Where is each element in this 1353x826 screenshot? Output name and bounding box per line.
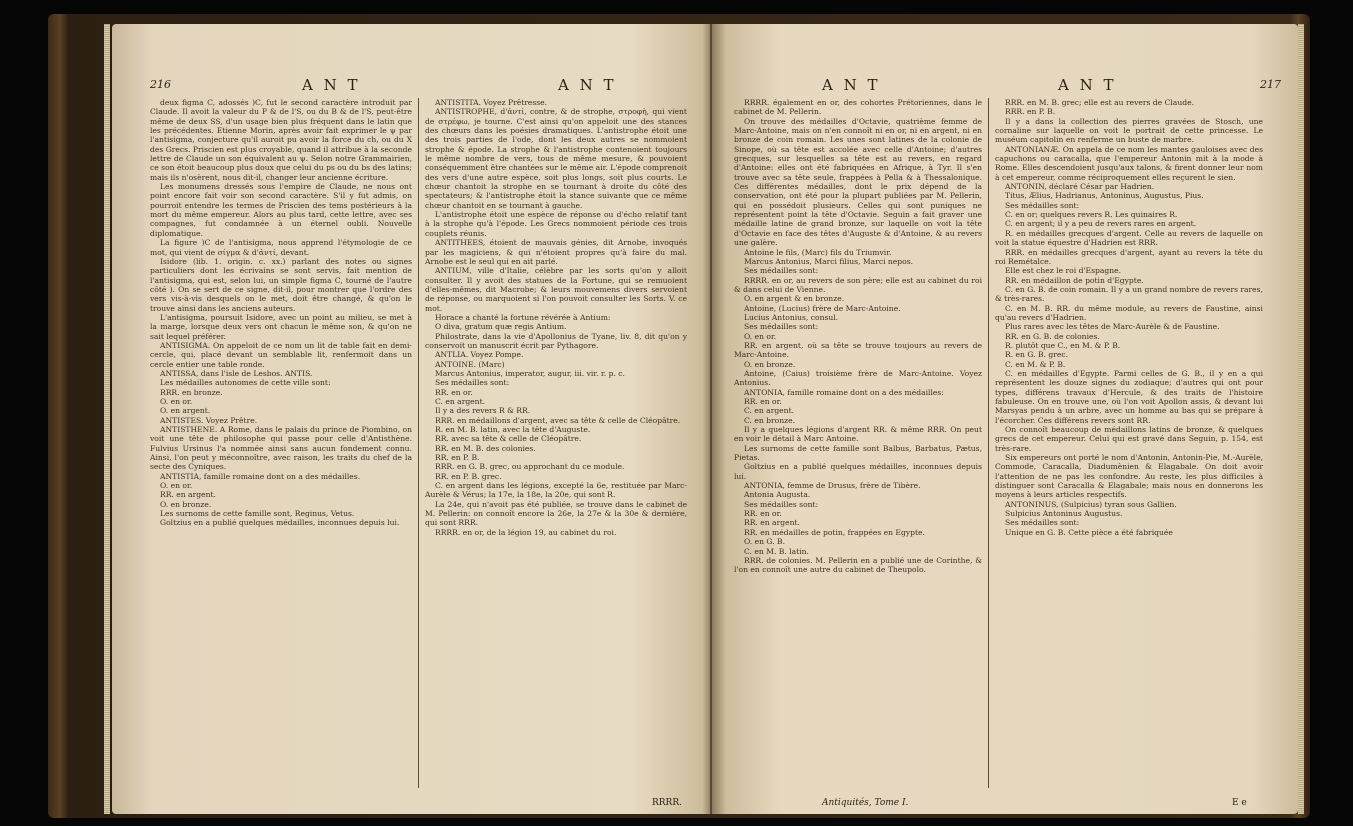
paragraph: R. plutôt que C., en M. & P. B. (1005, 340, 1121, 350)
left-page (112, 24, 712, 814)
paragraph: Plus rares avec les têtes de Marc-Aurèle & de Faustine. (1005, 322, 1220, 332)
paragraph: Ses médailles sont: (744, 499, 819, 509)
paragraph: Ses médailles sont: (1005, 200, 1080, 210)
paragraph: C. en M. B. RR. du même module, au revers de Faustine, ainsi qu'au revers d'Hadrien. (995, 303, 1263, 322)
right-catchword: E e (1232, 798, 1247, 808)
paragraph: RR. en or. (744, 509, 782, 519)
paragraph: RRR. en bronze. (160, 387, 223, 397)
paragraph: ANTIUM, ville d'Italie, célèbre par les sorts qu'on y alloit consulter. Il y avoit des statues de la Fortune, qui se remuoient d'elles-mêmes, dit Macrobe; & leurs mouvemens divers servoient de réponse, ou marquoient si l'on pouvoit consulter les Sorts. V. ce mot. (425, 266, 687, 313)
paragraph: O. en or. (744, 331, 777, 341)
right-column-1 (734, 98, 982, 798)
left-column-1 (150, 98, 412, 798)
paragraph: Ses médailles sont: (435, 378, 510, 388)
paragraph: Marcus Antonius, imperator, augur, iii. vir. r. p. c. (435, 368, 625, 378)
left-page-edges (104, 24, 110, 814)
paragraph: ANTISTES. Voyez Prêtre. (160, 415, 258, 425)
paragraph: ANTITHEES, étoient de mauvais génies, dit Arnobe, invoqués par les magiciens, & qui n'étoient propres qu'à faire du mal. Arnobe est le seul qui en ait parlé. (425, 238, 687, 266)
paragraph: ANTISIGMA. On appeloit de ce nom un lit de table fait en demi-cercle, qui, placé devant un semblable lit, renfermoit dans un cercle entier une table ronde. (150, 340, 412, 369)
paragraph: Il y a des revers R & RR. (435, 406, 531, 416)
paragraph: O. en or. (160, 397, 193, 406)
right-column-2 (995, 98, 1263, 798)
paragraph: Lucius Antonius, consul. (744, 312, 839, 322)
paragraph: O. en G. B. (744, 537, 786, 547)
paragraph: C. en argent dans les légions, excepté la 6e, restituée par Marc-Aurèle & Vérus; la 17e, la 18e, la 20e, qui sont R. (425, 481, 687, 500)
paragraph: Goltzius en a publié quelques médailles, inconnues depuis lui. (160, 518, 400, 528)
paragraph: Antoine, (Caius) troisième frère de Marc-Antoine. Voyez Antonius. (734, 368, 982, 388)
paragraph: Goltzius en a publié quelques médailles, inconnues depuis lui. (734, 462, 982, 481)
paragraph: Titus, Ælius, Hadrianus, Antoninus, Augustus, Pius. (1005, 191, 1204, 201)
paragraph: Ses médailles sont: (744, 322, 819, 332)
paragraph: L'antisigma, poursuit Isidore, avec un point au milieu, se met à la marge, lorsque deux vers ont chacun le même son, & qu'on ne sait lequel préférer. (150, 312, 412, 341)
paragraph: O. en bronze. (744, 359, 796, 369)
paragraph: RR. en argent, où sa tête se trouve toujours au revers de Marc-Antoine. (734, 340, 982, 360)
paragraph: RR. avec sa tête & celle de Cléopâtre. (435, 434, 582, 444)
book-spread (48, 14, 1310, 818)
paragraph: RR. en G. B. de colonies. (1005, 331, 1100, 341)
paragraph: On connoît beaucoup de médaillons latins de bronze, & quelques grecs de cet empereur. Celui qui est gravé dans Seguin, p. 154, est très-rare. (995, 425, 1263, 453)
paragraph: Antoine, (Lucius) frère de Marc-Antoine. (744, 303, 901, 313)
paragraph: RRR. en P. B. (1005, 107, 1056, 117)
right-page-number: 217 (1260, 78, 1281, 91)
paragraph: C. en or; quelques revers R. Les quinaires R. (1005, 210, 1178, 220)
paragraph: Isidore (lib. 1. origin. c. xx.) parlant des notes ou signes particuliers dont les écrivains se sont servis, fait mention de l'antisigma, qui est, selon lui, un simple figma C, tourné de l'autre côté ). On se sert de ce signe, dit-il, pour montrer que l'ordre des vers vis-à-vis desquels on le met, doit être changé, & qu'on le trouve ainsi dans les anciens auteurs. (150, 256, 412, 313)
paragraph: Les surnoms de cette famille sont, Reginus, Vetus. (160, 509, 355, 519)
column-rule (988, 98, 989, 788)
paragraph: Il y a quelques légions d'argent RR. & même RRR. On peut en voir le détail à Marc Antoine. (734, 425, 982, 444)
paragraph: On trouve des médailles d'Octavie, quatrième femme de Marc-Antoine, mais on n'en connoît ni en or, ni en argent, ni en bronze de coin romain. Les unes sont latines de la colonie de Sinope, où sa tête est accolée avec celle d'Antoine; d'autres grecques, sur lesquelles sa tête est au revers, en regard d'Antoine: elles ont été fabriquées en Afrique, à Tyr. Il s'en trouve avec sa tête seule, frappées à Pella & à Thessalonique. Ces différentes médailles, dont le prix dépend de la conservation, ont été pour la plupart publiées par M. Pellerin, qui en possédoit plusieurs. Celles qui sont puniques ne représentent point la tête d'Octavie. Seguin a fait graver une médaille latine de grand bronze, sur laquelle on voit la tête d'Octavie en face des têtes d'Auguste & d'Antoine, & au revers une galère. (734, 116, 982, 248)
paragraph: RRRR. également en or, des cohortes Prétoriennes, dans le cabinet de M. Pellerin. (734, 98, 982, 117)
paragraph: C. en argent. (744, 406, 795, 416)
left-page-number: 216 (150, 78, 171, 91)
left-catchword: RRRR. (652, 798, 682, 808)
paragraph: ANTISTHENE. A Rome, dans le palais du prince de Piombino, on voit une tête de philosophe qui passe pour celle d'Antisthène. Fulvius Ursinus l'a nommée ainsi sans aucun fondement connu. Ainsi, l'on peut y méconnoître, avec raison, les traits du chef de la secte des Cyniques. (150, 425, 412, 472)
paragraph: O. en bronze. (160, 499, 212, 509)
paragraph: RR. en argent. (744, 518, 800, 528)
column-rule (418, 98, 419, 788)
right-header-left: A N T (822, 76, 881, 94)
paragraph: O. en argent & en bronze. (744, 294, 845, 304)
paragraph: Ses médailles sont: (1005, 518, 1080, 528)
paragraph: R. en M. B. latin, avec la tête d'Auguste. (435, 425, 591, 435)
paragraph: La 24e, qui n'avoit pas été publiée, se trouve dans le cabinet de M. Pellerin: on connoît encore la 26e, la 27e & la 30e & dernière, qui sont RRR. (425, 499, 687, 528)
paragraph: ANTISTIA, famille romaine dont on a des médailles. (160, 471, 361, 481)
paragraph: RRRR. en or, de la légion 19, au cabinet du roi. (435, 527, 617, 537)
paragraph: C. en argent; il y a peu de revers rares en argent. (1005, 219, 1197, 229)
paragraph: RR. en médailles de potin, frappées en Egypte. (744, 527, 925, 537)
paragraph: ANTONIN, déclaré César par Hadrien. (1005, 182, 1155, 192)
paragraph: O. en argent. (160, 406, 211, 416)
paragraph: La figure )C de l'antisigma, nous apprend l'étymologie de ce mot, qui vient de σίγμα & d'ἀντί, devant. (150, 238, 412, 257)
paragraph: O diva, gratum quæ regis Antium. (435, 322, 567, 332)
paragraph: RRR. en G. B. grec, ou approchant du ce module. (435, 462, 625, 472)
paragraph: RR. en or. (744, 397, 782, 406)
paragraph: C. en argent. (435, 397, 486, 406)
paragraph: ANTISSA, dans l'isle de Lesbos. ANTIS. (160, 368, 313, 378)
paragraph: RR. en argent. (160, 490, 216, 500)
paragraph: C. en G. B. de coin romain. Il y a un grand nombre de revers rares, & très-rares. (995, 284, 1263, 304)
right-page-edges (1298, 24, 1304, 814)
paragraph: ANTONIA, famille romaine dont on a des médailles: (744, 387, 944, 397)
footer-signature: Antiquités, Tome I. (822, 798, 909, 808)
paragraph: RR. en or. (435, 387, 473, 397)
paragraph: Elle est chez le roi d'Espagne. (1005, 266, 1122, 276)
paragraph: Il y a dans la collection des pierres gravées de Stosch, une cornaline sur laquelle on voit le portrait de cette princesse. Le muséum capitolin en renferme un buste de marbre. (995, 116, 1263, 145)
paragraph: RRRR. en or, au revers de son père; elle est au cabinet du roi & dans celui de Vienne. (734, 275, 982, 294)
paragraph: RRR. en M. B. grec; elle est au revers de Claude. (1005, 98, 1194, 107)
paragraph: Horace a chanté la fortune révérée à Antium: (435, 312, 611, 322)
paragraph: Les médailles autonomes de cette ville sont: (160, 378, 331, 388)
right-header-right: A N T (1058, 76, 1117, 94)
paragraph: ANTOINE. (Marc) (435, 359, 505, 369)
paragraph: R. en G. B. grec. (1005, 350, 1069, 360)
paragraph: RRR. en médaillons d'argent, avec sa tête & celle de Cléopâtre. (435, 415, 681, 425)
paragraph: Antoine le fils, (Marc) fils du Triumvir. (744, 247, 892, 257)
paragraph: RR. en P. B. (435, 453, 480, 463)
paragraph: ANTONINUS, (Sulpicius) tyran sous Gallien. (1005, 499, 1177, 509)
paragraph: deux figma C, adossés )C, fut le second caractère introduit par Claude. Il avoit la valeur du P & de l'S, ou du B & de l'S, peut-être même de deux SS, d'un usage bien plus fréquent dans le latin que les précédentes. Etienne Morin, après avoir fait exprimer le ψ par l'antisigma, conjecture qu'il auroit pu avoir la force du ch, ou du X des Grecs. Priscien est plus croyable, quand il attribue à la seconde lettre de Claude un son équivalent au ψ. Selon notre Grammairien, ce son étoit beaucoup plus doux que celui du ps ou du bs des latins; mais ils n'osèrent, nous dit-il, changer leur ancienne écriture. (150, 98, 412, 182)
paragraph: Marcus Antonius, Marci filius, Marci nepos. (744, 256, 914, 266)
paragraph: Antonia Augusta. (744, 490, 811, 500)
paragraph: Les surnoms de cette famille sont Balbus, Barbatus, Pætus, Pietas. (734, 443, 982, 463)
paragraph: ANTONIANÆ. On appela de ce nom les mantes gauloises avec des capuchons ou caracalla, que l'empereur Antonin mit à la mode à Rome. Elles descendoient jusqu'aux talons, & firent donner leur nom à cet empereur, comme réciproquement elles reçurent le sien. (995, 144, 1263, 182)
paragraph: C. en M. B. latin. (744, 546, 809, 556)
paragraph: Ses médailles sont: (744, 266, 819, 276)
paragraph: ANTISTITA. Voyez Prêtresse. (435, 98, 548, 107)
paragraph: O. en or. (160, 481, 193, 491)
paragraph: RR. en P. B. grec. (435, 471, 502, 481)
paragraph: L'antistrophe étoit une espèce de réponse ou d'écho relatif tant à la strophe qu'à l'épode. Les Grecs nommoient période ces trois couplets réunis. (425, 210, 687, 238)
paragraph: RR. en M. B. des colonies. (435, 443, 536, 453)
left-header-right: A N T (558, 76, 617, 94)
paragraph: Unique en G. B. Cette pièce a été fabriquée (1005, 527, 1173, 537)
paragraph: R. en médailles grecques d'argent. Celle au revers de laquelle on voit la statue équestre d'Hadrien est RRR. (995, 228, 1263, 248)
paragraph: RR. en médaillon de potin d'Egypte. (1005, 275, 1144, 285)
left-header-left: A N T (302, 76, 361, 94)
paragraph: Six empereurs ont porté le nom d'Antonin, Antonin-Pie, M.-Aurèle, Commode, Caracalla, Diadumènien & Elagabale. On doit avoir l'attention de ne pas les confondre. Au reste, les plus difficiles à distinguer sont Caracalla & Elagabale; mais nous en donnerons les moyens à leurs articles respectifs. (995, 453, 1263, 500)
paragraph: Sulpicius Antoninus Augustus. (1005, 509, 1123, 519)
paragraph: Philostrate, dans la vie d'Apollonius de Tyane, liv. 8, dit qu'on y conservoit un manuscrit écrit par Pythagore. (425, 331, 687, 350)
paragraph: ANTLIA. Voyez Pompe. (435, 350, 524, 360)
paragraph: Les monumens dressés sous l'empire de Claude, ne nous ont point encore fait voir son second caractère. S'il y fut admis, on pourroit entendre les termes de Priscien des tems postérieurs à la mort du même empereur. Alors au plus tard, cette lettre, avec ses compagnes, fut condamnée à un éternel oubli. Nouvelle diplomatique. (150, 182, 412, 238)
paragraph: C. en médailles d'Egypte. Parmi celles de G. B., il y en a qui représentent les douze signes du zodiaque; d'autres qui ont pour types, différens travaux d'Hercule, & des traits de l'histoire fabuleuse. On en trouve une, où l'on voit Apollon assis, & devant lui Marsyas pendu à un arbre, avec un homme au bas qui se prépare à l'écorcher. Ces différens revers sont RR. (995, 368, 1263, 425)
right-page (712, 24, 1298, 814)
paragraph: C. en bronze. (744, 415, 796, 425)
left-column-2 (425, 98, 687, 798)
paragraph: RRR. de colonies. M. Pellerin en a publié une de Corinthe, & l'on en connoît une autre du cabinet de Theupolo. (734, 555, 982, 575)
paragraph: ANTISTROPHE, d'ἀντί, contre, & de strophe, στροφὴ, qui vient de στρέφω, je tourne. C'est ainsi qu'on appeloit une des stances des chœurs dans les poésies dramatiques. L'antistrophe étoit une des trois parties de l'ode, dont les deux autres se nommoient strophe & épode. La strophe & l'antistrophe contenoient toujours le même nombre de vers, tous de même mesure, & pouvoient conséquemment être chantées sur le même air. L'épode comprenoit des vers d'une autre espèce, soit plus longs, soit plus courts. Le chœur chantoit la strophe en se tournant à droite du côté des spectateurs; & l'antistrophe étoit la stance suivante que ce même chœur chantoit en se tournant à gauche. (425, 107, 687, 210)
paragraph: C. en M. & P. B. (1005, 359, 1066, 369)
paragraph: RRR. en médailles grecques d'argent, ayant au revers la tête du roi Remétalce. (995, 247, 1263, 266)
paragraph: ANTONIA, femme de Drusus, frère de Tibère. (744, 481, 921, 491)
